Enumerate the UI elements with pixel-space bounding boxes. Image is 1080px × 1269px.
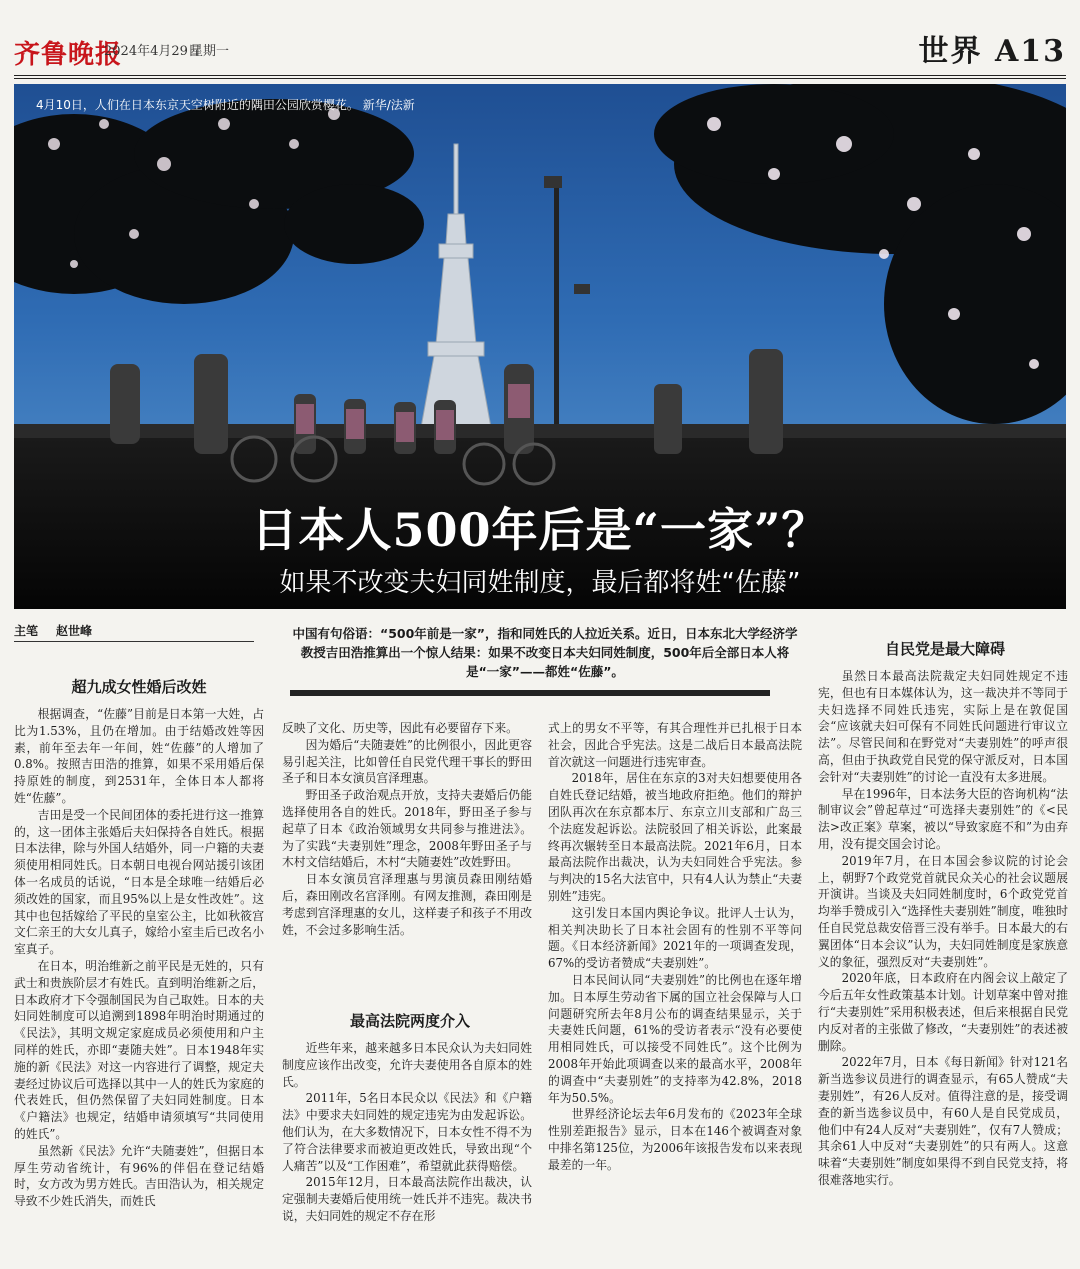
- article-column-2-top: [282, 720, 532, 1000]
- paragraph: 虽然日本最高法院裁定夫妇同姓规定不违宪，但也有日本媒体认为，这一裁决并不等同于夫妇选择不同姓氏违宪，实际上是在敦促国会“应该就夫妇可保有不同姓氏问题进行审议立法”。尽管民间和在野党对“夫妻别姓”的呼声很高，但由于执政党自民党的保守派反对，日本国会针对“夫妻别姓”的讨论一直没有太多进展。: [818, 669, 1068, 784]
- paragraph: 根据调查，“佐藤”目前是日本第一大姓，占比为1.53%，且仍在增加。由于结婚改姓等因素，前年至去年一年间，姓“佐藤”的人增加了0.8%。按照吉田浩的推算，如果不采用婚后保持原姓的制度，到2531年，全体日本人都将姓“佐藤”。: [14, 707, 264, 805]
- article-column-1: [14, 706, 264, 1262]
- paragraph: 近些年来，越来越多日本民众认为夫妇同姓制度应该作出改变，允许夫妻使用各自原本的姓氏。: [282, 1041, 532, 1089]
- paragraph: 2015年12月，日本最高法院作出裁决，认定强制夫妻婚后使用统一姓氏并不违宪。裁决书说，夫妇同姓的规定不存在形: [282, 1175, 532, 1223]
- headline: 日本人500年后是“一家”？: [251, 503, 829, 557]
- section-heading: 超九成女性婚后改姓: [71, 678, 207, 696]
- paragraph: 2011年，5名日本民众以《民法》和《户籍法》中要求夫妇同姓的规定违宪为由发起诉讼。他们认为，在大多数情况下，日本女性不得不为了符合法律要求而被迫更改姓氏，导致出现“个人痛苦”以及“工作困难”，希望就此获得赔偿。: [282, 1091, 532, 1173]
- paragraph: 2019年7月，在日本国会参议院的讨论会上，朝野7个政党党首就民众关心的社会议题展开演讲。当谈及夫妇同姓制度时，6个政党党首均举手赞成引入“选择性夫妻别姓”制度，唯独时任自民党总裁安倍晋三没有举手。日本最大的右翼团体“日本会议”认为，夫妇同姓制度是家族意义的象征，强烈反对“夫妻别姓”。: [818, 853, 1068, 969]
- photo-caption: 4月10日，人们在日本东京天空树附近的隅田公园欣赏樱花。 新华/法新: [36, 98, 415, 112]
- paragraph: 2020年底，日本政府在内阁会议上敲定了今后五年女性政策基本计划。计划草案中曾对推行“夫妻别姓”采用积极表述，但后来根据自民党内反对者的主张做了修改，“夫妻别姓”的表述被删除。: [818, 971, 1068, 1053]
- masthead-rule: [14, 78, 1066, 79]
- paragraph: 吉田是受一个民间团体的委托进行这一推算的，这一团体主张婚后夫妇保持各自姓氏。根据日本法律，除与外国人结婚外，同一户籍的夫妻须使用相同姓氏。日本朝日电视台网站援引该团体一名成员的话说，“日本是全球唯一结婚后必须改姓的国家，而且95%以上是女性改姓”。这其中也包括嫁给了平民的皇室公主，比如秋筱宫文仁亲王的大女儿真子，嫁给小室圭后已改名小室真子。: [14, 807, 264, 957]
- paragraph: 2022年7月，日本《每日新闻》针对121名新当选参议员进行的调查显示，有65人赞成“夫妻别姓”，有26人反对。值得注意的是，接受调查的新当选参议员中，有60人是自民党成员，他们中有24人反对“夫妻别姓”，仅有7人赞成；其余61人中反对“夫妻别姓”的只有两人。这意味着“夫妻别姓”制度如果得不到自民党支持，将很难落地实行。: [818, 1055, 1068, 1187]
- article-intro: 中国有句俗语：“500年前是一家”，指和同姓氏的人拉近关系。近日，日本东北大学经济学教授吉田浩推算出一个惊人结果：如果不改变日本夫妇同姓制度，500年后全部日本人将是“一家”——都姓“佐藤”。: [292, 626, 798, 679]
- issue-date: 2024年4月29日: [104, 44, 201, 59]
- article-column-4: [818, 668, 1068, 1262]
- article-column-2-bottom: [282, 1040, 532, 1262]
- section-heading: 最高法院两度介入: [349, 1012, 470, 1030]
- paragraph: 日本民间认同“夫妻别姓”的比例也在逐年增加。日本厚生劳动省下属的国立社会保障与人口问题研究所去年8月公布的调查结果显示，关于夫妻姓氏问题，61%的受访者表示“没有必要使用相同姓氏，可以接受不同姓氏”。这个比例为2008年开始此项调查以来的最高水平，2008年的调查中“夫妻别姓”的支持率为42.8%，2018年为50.5%。: [548, 972, 802, 1105]
- issue-weekday: 星期一: [190, 44, 230, 59]
- intro-rule: [290, 690, 770, 696]
- paragraph: 在日本，明治维新之前平民是无姓的，只有武士和贵族阶层才有姓氏。直到明治维新之后，日本政府才下令强制国民为自己取姓。日本的夫妇同姓制度可以追溯到1898年明治时期通过的《民法》，其明文规定家庭成员必须使用和户主同样的姓氏，亦即“妻随夫姓”。日本1948年实施的新《民法》对这一内容进行了调整，规定夫妻经过协议后可选择以其中一人的姓氏为家庭的代表姓氏，但仍然保留了夫妇同姓制度。日本《户籍法》也规定，结婚申请须填写“共同使用的姓氏”。: [14, 958, 264, 1141]
- section-page-label: 世界 A13: [918, 34, 1066, 69]
- paragraph: 虽然新《民法》允许“夫随妻姓”，但据日本厚生劳动省统计，有96%的伴侣在登记结婚时，女方改为男方姓氏。吉田浩认为，相关规定导致不少姓氏消失，而姓氏: [14, 1143, 264, 1209]
- paragraph: 早在1996年，日本法务大臣的咨询机构“法制审议会”曾起草过“可选择夫妻别姓”的《<民法>改正案》草案，被以“导致家庭不和”为由弃用，没有提交国会讨论。: [818, 786, 1068, 851]
- paragraph: 反映了文化、历史等，因此有必要留存下来。: [282, 721, 518, 735]
- byline-label: 主笔: [14, 624, 39, 638]
- paragraph: 式上的男女不平等，有其合理性并已扎根于日本社会，因此合乎宪法。这是二战后日本最高法院首次就这一问题进行违宪审查。: [548, 721, 802, 769]
- paragraph: 日本女演员宫泽理惠与男演员森田刚结婚后，森田刚改名宫泽刚。有网友推测，森田刚是考虑到宫泽理惠的女儿，这样妻子和孩子不用改姓，不会过多影响生活。: [282, 872, 532, 937]
- paragraph: 因为婚后“夫随妻姓”的比例很小，因此更容易引起关注，比如曾任自民党代理干事长的野田圣子和日本女演员宫泽理惠。: [282, 737, 532, 786]
- section-heading: 自民党是最大障碍: [884, 640, 1005, 658]
- byline-name: 赵世峰: [56, 624, 93, 638]
- byline-rule: [14, 641, 254, 642]
- paragraph: 世界经济论坛去年6月发布的《2023年全球性别差距报告》显示，日本在146个被调查对象中排名第125位，为2006年该报告发布以来表现最差的一年。: [548, 1107, 802, 1172]
- paragraph: 野田圣子政治观点开放，支持夫妻婚后仍能选择使用各自的姓氏。2018年，野田圣子参与起草了日本《政治领域男女共同参与推进法》。为了实践“夫妻别姓”理念，2008年野田圣子与木村文信结婚后，木村“夫随妻姓”改姓野田。: [282, 788, 532, 870]
- article-column-3: [548, 720, 802, 1262]
- paragraph: 这引发日本国内舆论争议。批评人士认为，相关判决助长了日本社会固有的性别不平等问题。《日本经济新闻》2021年的一项调查发现，67%的受访者赞成“夫妻别姓”。: [548, 905, 802, 971]
- masthead-rule: [14, 75, 1066, 76]
- paragraph: 2018年，居住在东京的3对夫妇想要使用各自姓氏登记结婚，被当地政府拒绝。他们的辩护团队再次在东京都本厅、东京立川支部和广岛三个法庭发起诉讼。法院驳回了相关诉讼，此案最终再次辗转至日本最高法院。2021年6月，日本最高法院作出裁决，认为夫妇同姓合乎宪法。参与判决的15名大法官中，只有4人认为禁止“夫妻别姓”违宪。: [548, 771, 802, 903]
- subheadline: 如果不改变夫妇同姓制度，最后都将姓“佐藤”: [279, 568, 801, 598]
- newspaper-logo: 齐鲁晚报: [14, 40, 123, 70]
